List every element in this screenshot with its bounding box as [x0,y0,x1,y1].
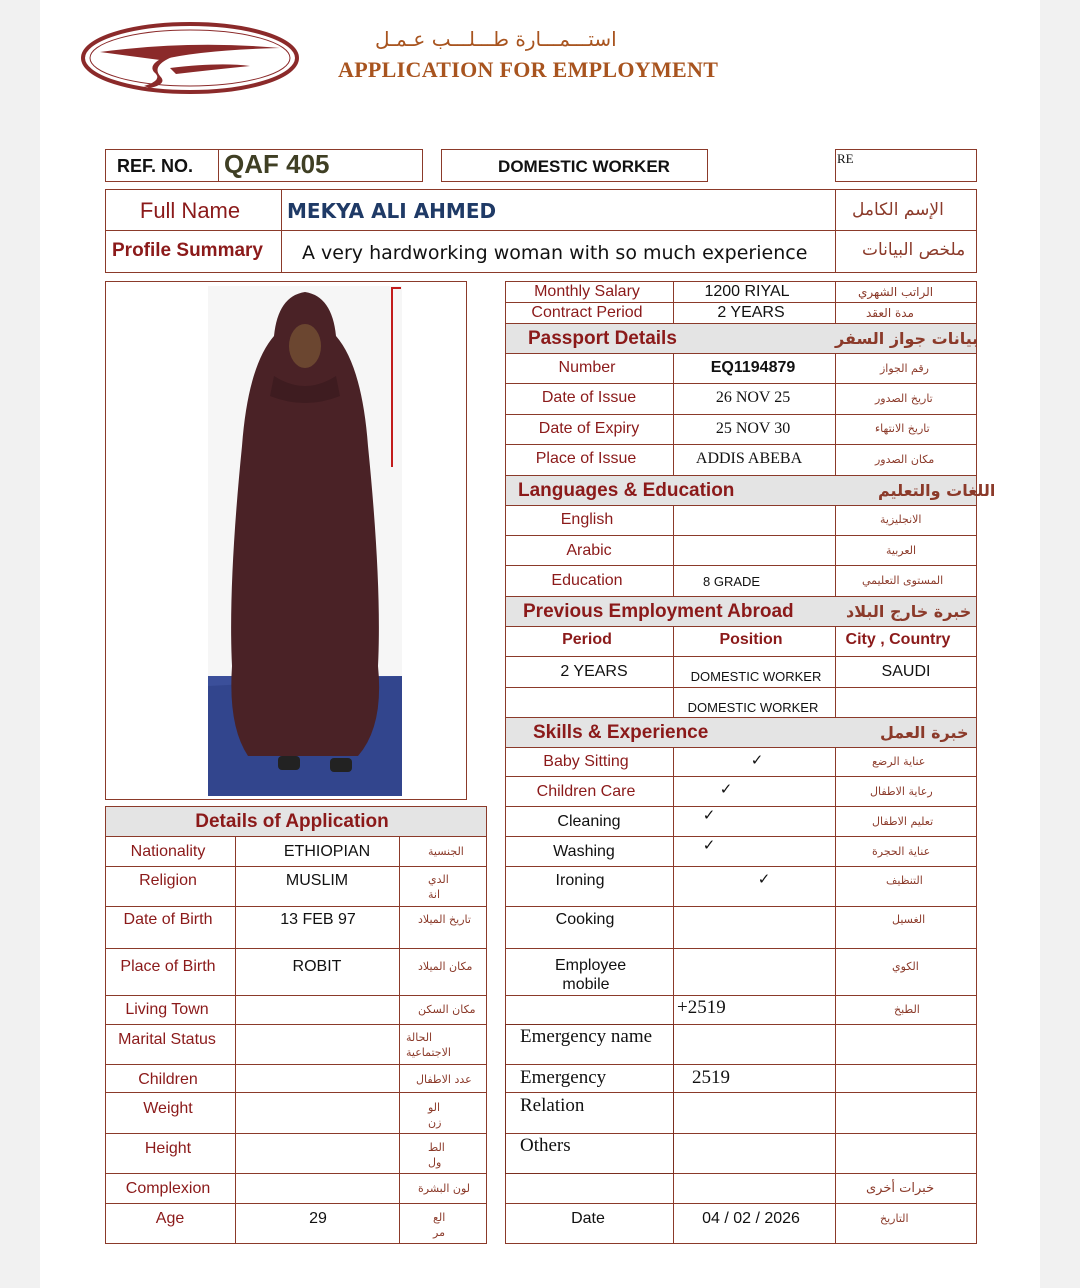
salary-arabic: الراتب الشهري [858,285,934,299]
passport-label: Place of Issue [535,450,637,467]
skill-arabic: عناية الرضع [872,755,926,768]
skill-label: Baby Sitting [543,753,629,770]
passport-arabic: تاريخ الصدور [875,392,933,405]
passport-arabic: مكان الصدور [875,453,935,466]
detail-arabic: الدي انة [428,873,449,901]
ref-corner: RE [837,151,854,166]
detail-value: MUSLIM [285,872,349,889]
passport-label: Number [558,359,616,376]
previous-city: SAUDI [881,663,931,680]
skill-check: ✓ [702,806,716,824]
passport-value: 26 NOV 25 [715,389,791,406]
passport-arabic: تاريخ الانتهاء [875,422,930,435]
full-name-value: MEKYA ALI AHMED [287,199,497,223]
detail-value: 29 [309,1210,327,1227]
skill-check: ✓ [719,780,733,798]
previous-title-arabic: خبرة خارج البلاد [846,602,972,621]
skill-check: ✓ [757,870,771,888]
full-name-label: Full Name [139,198,241,223]
profile-summary-arabic: ملخص البيانات [862,240,966,260]
education-value: 8 GRADE [703,574,761,589]
period-arabic: مدة العقد [866,306,914,320]
detail-label: Place of Birth [120,958,216,975]
previous-header-period: Period [562,631,612,648]
skill-label: Children Care [536,783,636,800]
detail-arabic: الط ول [428,1141,445,1169]
detail-arabic: الجنسية [428,845,464,858]
detail-label: Weight [143,1100,193,1117]
detail-value: ROBIT [292,958,342,975]
emergency-name-label: Emergency name [520,1026,653,1047]
languages-title: Languages & Education [518,480,735,501]
detail-label: Complexion [125,1180,211,1197]
company-logo [80,20,300,96]
passport-arabic: رقم الجواز [880,362,929,375]
previous-period: 2 YEARS [560,663,628,680]
detail-label: Date of Birth [123,911,213,928]
period-value: 2 YEARS [717,304,785,321]
detail-arabic: تاريخ الميلاد [418,913,471,926]
detail-arabic: الع مر [433,1211,446,1239]
detail-arabic: الحالة الاجتماعية [406,1031,451,1059]
skill-arabic: رعاية الاطفال [870,785,933,798]
skill-label: Cooking [555,911,615,928]
date-value: 04 / 02 / 2026 [702,1210,800,1227]
previous-title: Previous Employment Abroad [523,601,794,622]
passport-label: Date of Expiry [538,420,640,437]
skill-label: Ironing [555,872,605,889]
detail-label: Children [138,1071,198,1088]
detail-label: Age [155,1210,185,1227]
education-label: Education [551,572,623,589]
relation-label: Relation [520,1095,585,1116]
detail-arabic: لون البشرة [418,1182,470,1195]
applicant-photo [208,286,402,796]
passport-value: ADDIS ABEBA [695,450,803,467]
detail-label: Nationality [130,843,206,860]
profile-summary-value: A very hardworking woman with so much experience [302,242,808,264]
skill-label: Washing [553,843,615,860]
detail-label: Height [144,1140,192,1157]
skill-check: ✓ [750,751,764,769]
mobile-arabic: الطبخ [894,1003,920,1016]
detail-arabic: عدد الاطفال [416,1073,472,1086]
employee-mobile-arabic: الكوي [892,960,919,973]
title-arabic: استـــمـــارة طـــلـــب عـمـل [375,27,617,51]
ref-value: QAF 405 [224,149,330,179]
skill-arabic: التنظيف [886,874,923,887]
detail-value: ETHIOPIAN [283,843,371,860]
previous-position: DOMESTIC WORKER [690,669,822,684]
detail-label: Religion [139,872,197,889]
detail-arabic: الو زن [428,1101,442,1129]
previous-header-position: Position [719,631,783,648]
language-arabic: العربية [886,544,917,557]
ref-corner-box [835,149,977,182]
details-title: Details of Application [195,811,389,832]
date-label: Date [571,1210,605,1227]
language-arabic: الانجليزية [880,513,922,526]
passport-label: Date of Issue [541,389,637,406]
detail-label: Living Town [125,1001,209,1018]
detail-label: Marital Status [118,1031,216,1048]
others-label: Others [520,1135,571,1156]
photo-side-edge [391,287,401,467]
employee-mobile-label: Employee mobile [555,957,627,993]
detail-arabic: مكان الميلاد [418,960,473,973]
passport-title: Passport Details [528,328,677,349]
title-english: APPLICATION FOR EMPLOYMENT [338,57,719,82]
passport-value: EQ1194879 [710,359,796,376]
full-name-arabic: الإسم الكامل [852,200,944,220]
skill-label: Cleaning [557,813,621,830]
passport-value: 25 NOV 30 [715,420,791,437]
languages-title-arabic: اللغات والتعليم [878,481,996,500]
previous-position: DOMESTIC WORKER [687,700,819,715]
skill-check: ✓ [702,836,716,854]
profile-summary-label: Profile Summary [112,240,263,261]
mobile-value: +2519 [677,997,726,1018]
education-arabic: المستوى التعليمي [862,574,944,587]
emergency-label: Emergency [520,1067,607,1088]
detail-arabic: مكان السكن [418,1003,476,1016]
language-label: Arabic [566,542,612,559]
skill-arabic: الغسيل [892,913,926,926]
category-value: DOMESTIC WORKER [498,157,670,176]
period-label: Contract Period [531,304,643,321]
skill-arabic: تعليم الاطفال [872,815,934,828]
salary-value: 1200 RIYAL [704,283,790,300]
previous-header-city: City , Country [845,631,951,648]
skill-arabic: عناية الحجرة [872,845,931,858]
ref-label: REF. NO. [117,156,194,176]
passport-title-arabic: بيانات جواز السفر [835,329,979,348]
date-arabic: التاريخ [880,1212,909,1225]
emergency-value: 2519 [692,1067,730,1088]
detail-value: 13 FEB 97 [280,911,356,928]
other-experience-arabic: خبرات أخرى [866,1181,935,1196]
salary-label: Monthly Salary [534,283,640,300]
skills-title-arabic: خبرة العمل [880,723,969,742]
language-label: English [560,511,614,528]
skills-title: Skills & Experience [533,722,709,743]
